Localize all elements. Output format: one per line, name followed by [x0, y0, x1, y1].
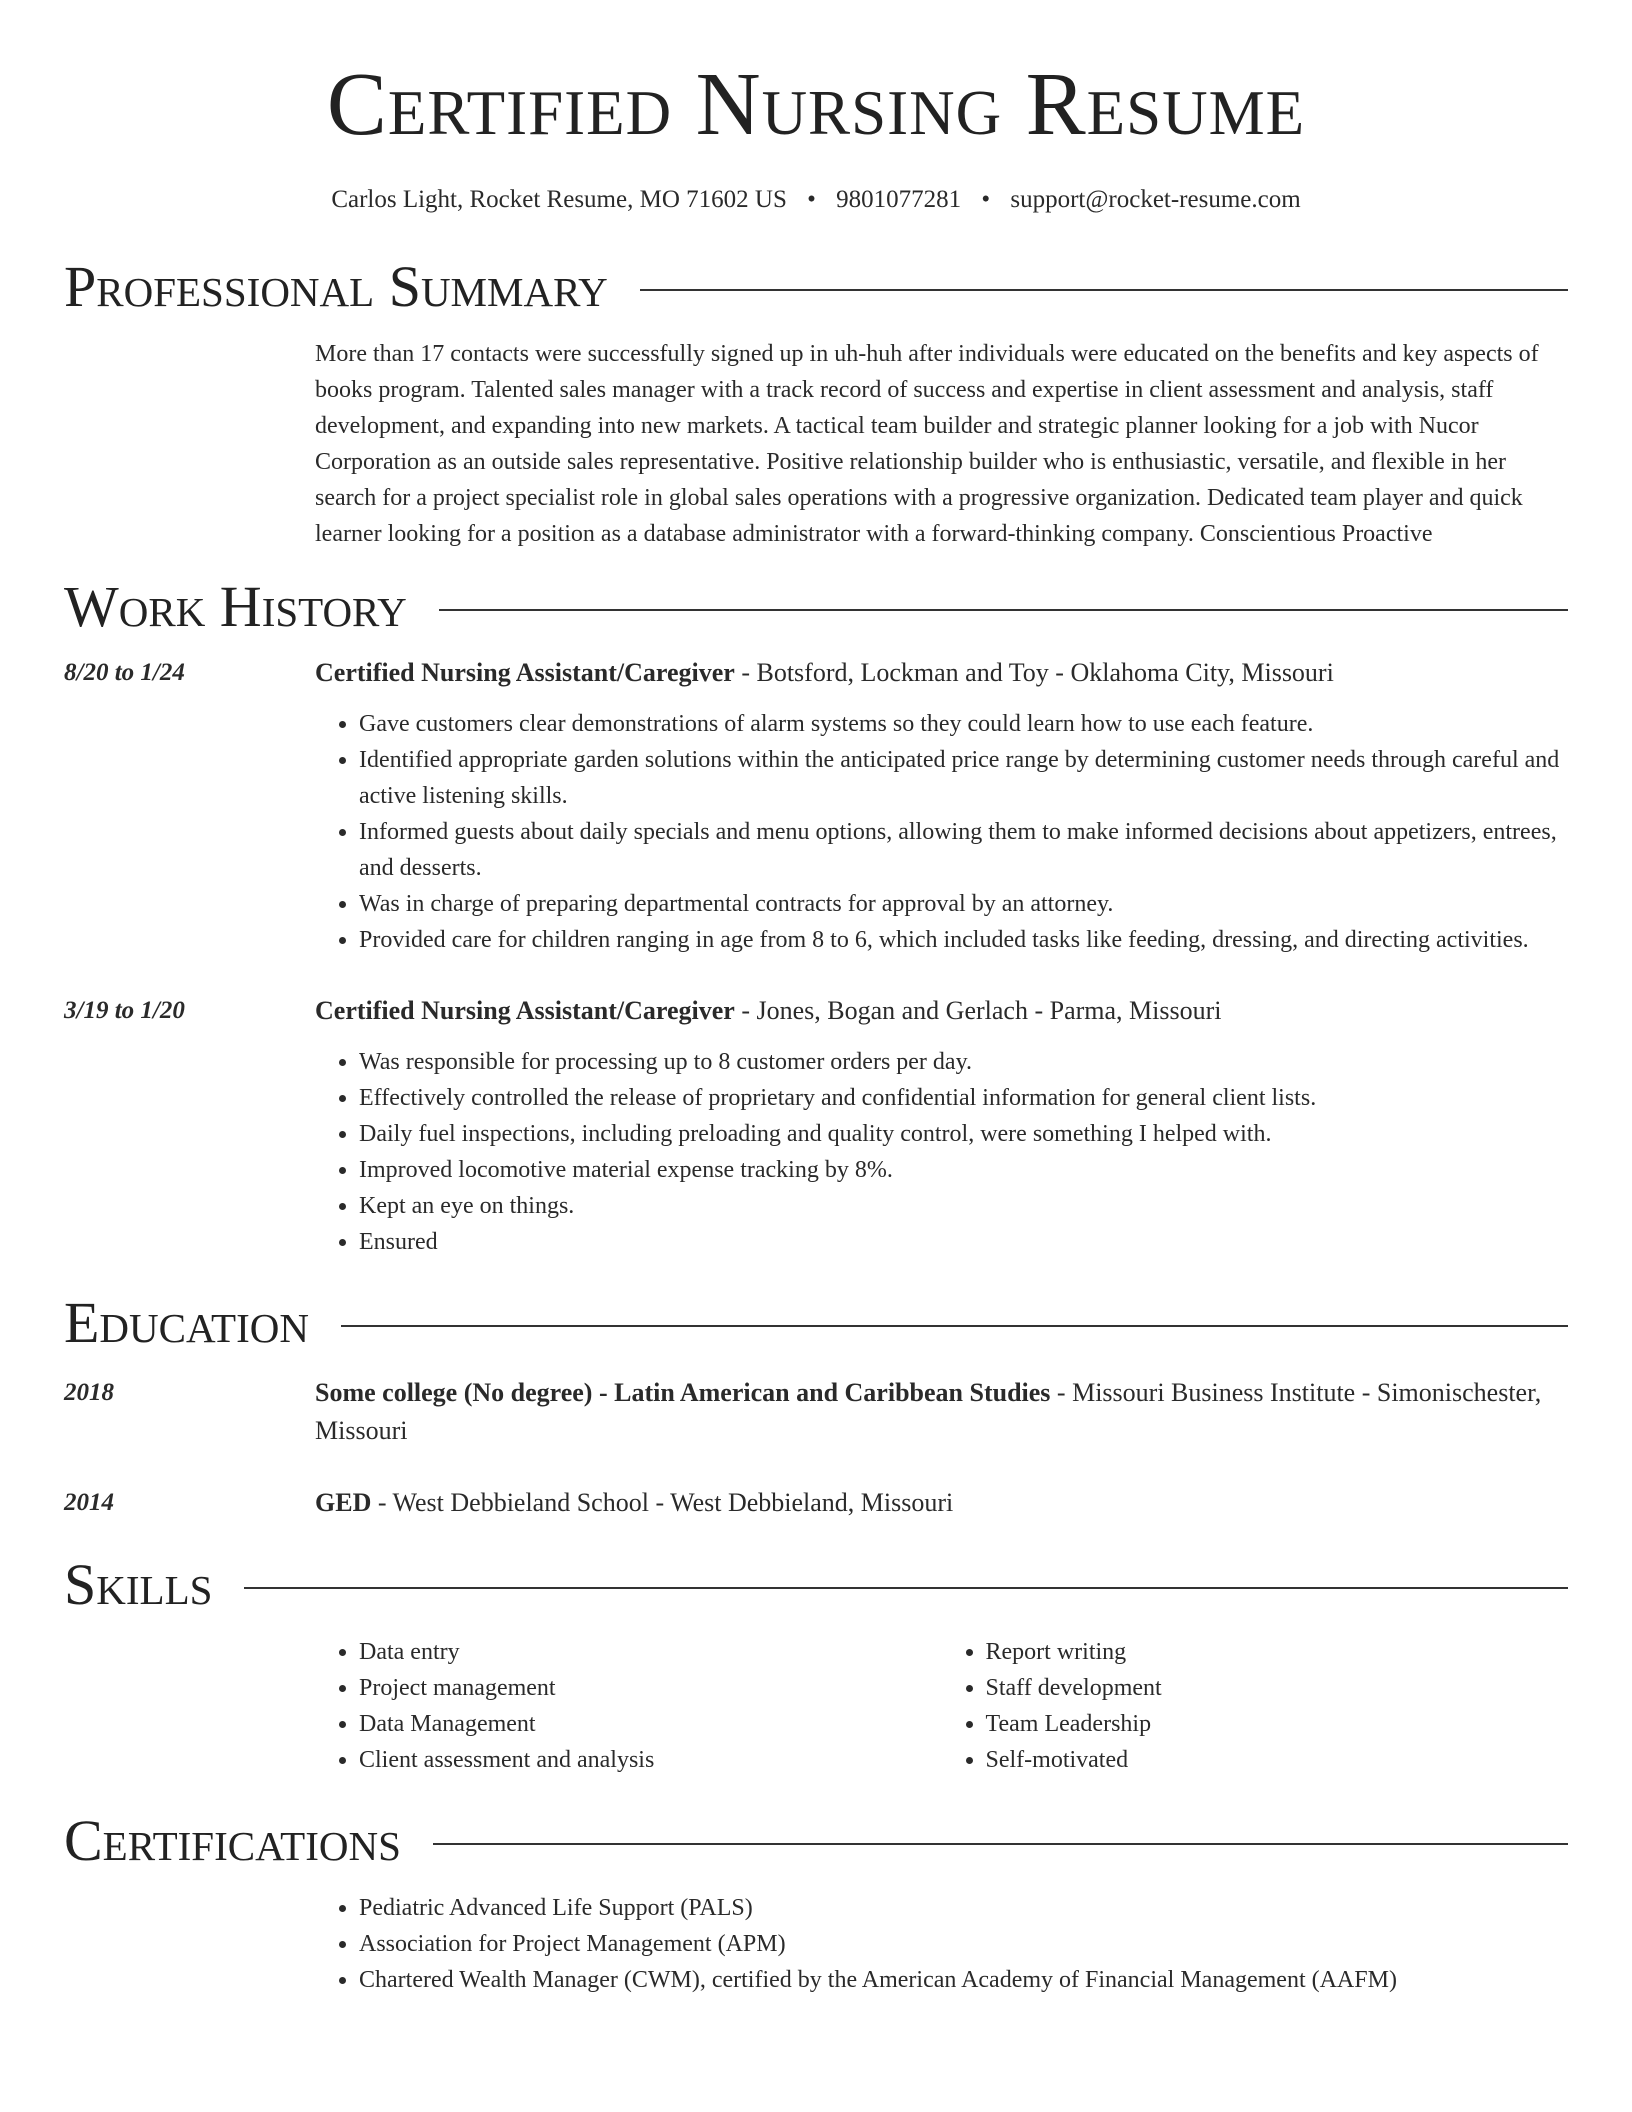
- section-divider: [341, 1325, 1568, 1327]
- contact-separator: •: [981, 186, 991, 213]
- skills-section: [64, 1614, 1568, 1778]
- job-bullet: • Identified appropriate garden solutions within the anticipated price range by determining customer needs through careful and active listening skills.: [359, 742, 1568, 814]
- job-bullet: • Kept an eye on things.: [359, 1188, 1568, 1224]
- education-entry: [64, 1374, 1568, 1450]
- section-title-work: Work History: [64, 574, 407, 639]
- job-bullet: • Was in charge of preparing departmental contracts for approval by an attorney.: [359, 886, 1568, 922]
- job-details: - Jones, Bogan and Gerlach - Parma, Missouri: [734, 996, 1222, 1025]
- certification-item: • Chartered Wealth Manager (CWM), certified by the American Academy of Financial Management (AAFM): [359, 1962, 1568, 1998]
- certification-item: • Association for Project Management (APM): [359, 1926, 1568, 1962]
- job-entry: [64, 654, 1568, 958]
- job-heading: [315, 654, 1568, 692]
- job-title: Certified Nursing Assistant/Caregiver: [315, 996, 735, 1025]
- education-entry: [64, 1484, 1568, 1522]
- resume-title: Certified Nursing Resume: [326, 55, 1306, 154]
- skills-grid: [315, 1614, 1568, 1778]
- skill-item: • Report writing: [986, 1634, 1569, 1670]
- education-degree: Some college (No degree) - Latin American and Caribbean Studies: [315, 1378, 1051, 1407]
- section-divider: [244, 1587, 1568, 1589]
- job-bullet: • Gave customers clear demonstrations of alarm systems so they could learn how to use each feature.: [359, 706, 1568, 742]
- job-bullet: • Daily fuel inspections, including preloading and quality control, were something I helped with.: [359, 1116, 1568, 1152]
- job-bullets: [315, 1044, 1568, 1260]
- certifications-section: [64, 1870, 1568, 1998]
- job-title: Certified Nursing Assistant/Caregiver: [315, 658, 735, 687]
- section-title-skills: Skills: [64, 1552, 213, 1617]
- summary-text: More than 17 contacts were successfully signed up in uh-huh after individuals were educated on the benefits and key aspects of books program. Talented sales manager with a track record of success and expertise in client assessment and analysis, staff development, and expanding into new markets. A tactical team builder and strategic planner looking for a job with Nucor Corporation as an outside sales representative. Positive relationship builder who is enthusiastic, versatile, and flexible in her search for a project specialist role in global sales operations with a progressive organization. Dedicated team player and quick learner looking for a position as a database administrator with a forward-thinking company. Conscientious Proactive: [315, 341, 1539, 547]
- skills-list-right: [942, 1634, 1569, 1778]
- section-header-education: [64, 1290, 1568, 1355]
- certifications-list: [315, 1890, 1568, 1998]
- skill-item: • Data entry: [359, 1634, 942, 1670]
- section-divider: [433, 1843, 1568, 1845]
- section-divider: [640, 289, 1568, 291]
- contact-address: Carlos Light, Rocket Resume, MO 71602 US: [331, 186, 787, 213]
- education-details: - Missouri Business Institute - Simonischester, Missouri: [315, 1378, 1542, 1445]
- summary-section: [64, 336, 1568, 552]
- job-bullet: • Was responsible for processing up to 8 customer orders per day.: [359, 1044, 1568, 1080]
- job-bullet: • Informed guests about daily specials and menu options, allowing them to make informed decisions about appetizers, entrees, and desserts.: [359, 814, 1568, 886]
- education-year: 2014: [64, 1489, 114, 1516]
- skill-item: • Self-motivated: [986, 1742, 1569, 1778]
- job-bullet: • Effectively controlled the release of proprietary and confidential information for general client lists.: [359, 1080, 1568, 1116]
- certifications-spacer: [64, 1870, 315, 1998]
- job-bullets: [315, 706, 1568, 958]
- section-title-summary: Professional Summary: [64, 254, 608, 319]
- education-details: - West Debbieland School - West Debbieland, Missouri: [371, 1488, 954, 1517]
- education-heading: [315, 1484, 1568, 1522]
- job-details: - Botsford, Lockman and Toy - Oklahoma City, Missouri: [734, 658, 1334, 687]
- contact-line: [64, 186, 1568, 214]
- skills-spacer: [64, 1614, 315, 1778]
- job-bullet: • Provided care for children ranging in age from 8 to 6, which included tasks like feeding, dressing, and directing activities.: [359, 922, 1568, 958]
- skill-item: • Project management: [359, 1670, 942, 1706]
- education-degree: GED: [315, 1488, 372, 1517]
- contact-phone: 9801077281: [836, 186, 962, 213]
- skill-item: • Data Management: [359, 1706, 942, 1742]
- section-header-work: [64, 574, 1568, 639]
- section-header-certifications: [64, 1808, 1568, 1873]
- job-entry: [64, 992, 1568, 1260]
- section-title-education: Education: [64, 1290, 309, 1355]
- skill-item: • Team Leadership: [986, 1706, 1569, 1742]
- section-divider: [439, 609, 1568, 611]
- contact-email: support@rocket-resume.com: [1010, 186, 1301, 213]
- skills-list-left: [315, 1634, 942, 1778]
- education-year: 2018: [64, 1379, 114, 1406]
- job-dates: 3/19 to 1/20: [64, 997, 185, 1024]
- job-bullet: • Improved locomotive material expense tracking by 8%.: [359, 1152, 1568, 1188]
- section-title-certifications: Certifications: [64, 1808, 401, 1873]
- skill-item: • Client assessment and analysis: [359, 1742, 942, 1778]
- contact-separator: •: [807, 186, 816, 213]
- section-header-skills: [64, 1552, 1568, 1617]
- job-heading: [315, 992, 1568, 1030]
- skill-item: • Staff development: [986, 1670, 1569, 1706]
- job-dates: 8/20 to 1/24: [64, 659, 185, 686]
- summary-spacer: [64, 336, 315, 552]
- education-heading: [315, 1374, 1568, 1450]
- section-header-summary: [64, 254, 1568, 319]
- certification-item: • Pediatric Advanced Life Support (PALS): [359, 1890, 1568, 1926]
- job-bullet: • Ensured: [359, 1224, 1568, 1260]
